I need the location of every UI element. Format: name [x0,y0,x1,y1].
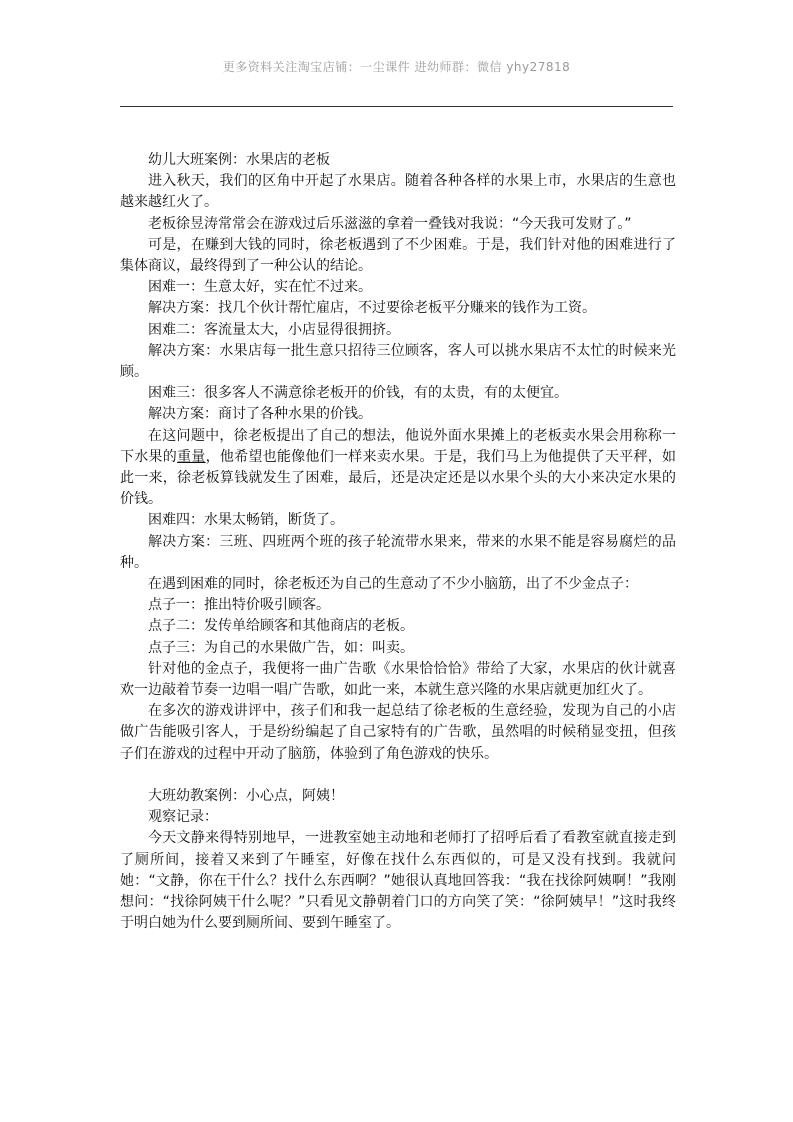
paragraph: 可是，在赚到大钱的同时，徐老板遇到了不少困难。于是，我们针对他的困难进行了集体商议，最终得到了一种公认的结论。 [120,236,676,275]
paragraph: 解决方案：找几个伙计帮忙雇店，不过要徐老板平分赚来的钱作为工资。 [148,300,596,317]
paragraph: 困难三：很多客人不满意徐老板开的价钱，有的太贵，有的太便宜。 [148,385,568,402]
underlined-word: 重量 [177,448,206,465]
paragraph: 老板徐昱涛常常会在游戏过后乐滋滋的拿着一叠钱对我说：“今天我可发财了。” [148,215,632,232]
section-gap [120,765,676,786]
case1-title: 幼儿大班案例：水果店的老板 [148,152,330,168]
paragraph: 困难一：生意太好，实在忙不过来。 [148,279,372,296]
header-divider [120,106,673,107]
text-span: ，他希望也能像他们一样来卖水果。于是，我们马上为他提供了天平秤，如此一来，徐老板算钱就发生了困难，最后，还是决定还是以水果个头的大小来决定水果的价钱。 [120,448,677,508]
paragraph: 针对他的金点子，我便将一曲广告歌《水果恰恰恰》带给了大家，水果店的伙计就喜欢一边敲着节奏一边唱一唱广告歌，如此一来，本就生意兴隆的水果店就更加红火了。 [120,660,676,699]
paragraph: 在多次的游戏讲评中，孩子们和我一起总结了徐老板的生意经验，发现为自己的小店做广告能吸引客人，于是纷纷编起了自己家特有的广告歌，虽然唱的时候稍显变扭，但孩子们在游戏的过程中开动了脑筋，体验到了角色游戏的快乐。 [120,703,676,762]
paragraph: 在遇到困难的同时，徐老板还为自己的生意动了不少小脑筋，出了不少金点子： [148,576,638,593]
paragraph: 点子一：推出特价吸引顾客。 [148,597,330,614]
paragraph: 进入秋天，我们的区角中开起了水果店。随着各种各样的水果上市，水果店的生意也越来越红火了。 [120,173,676,211]
paragraph: 今天文静来得特别地早，一进教室她主动地和老师打了招呼后看了看教室就直接走到了厕所间，接着又来到了午睡室，好像在找什么东西似的，可是又没有找到。我就问她：“文静，你在干什么？找什么东西啊？”她很认真地回答我：“我在找徐阿姨啊！”我刚想问：“找徐阿姨干什么呢？”只看见文静朝着门口的方向笑了笑：“徐阿姨早！”这时我终于明白她为什么要到厕所间、要到午睡室了。 [120,830,676,932]
paragraph: 点子二：发传单给顾客和其他商店的老板。 [148,618,414,635]
paragraph-weight [120,426,676,511]
paragraph: 困难四：水果太畅销，断货了。 [148,512,344,529]
case2-title: 大班幼教案例：小心点，阿姨！ [148,787,344,804]
paragraph: 解决方案：三班、四班两个班的孩子轮流带水果来，带来的水果不能是容易腐烂的品种。 [120,533,676,571]
document-body [120,150,676,934]
paragraph: 解决方案：商讨了各种水果的价钱。 [148,406,372,423]
paragraph: 困难二：客流量太大，小店显得很拥挤。 [148,321,400,338]
paragraph: 点子三：为自己的水果做广告，如：叫卖。 [148,639,414,656]
paragraph: 解决方案：水果店每一批生意只招待三位顾客，客人可以挑水果店不太忙的时候来光顾。 [120,342,676,381]
page-header: 更多资料关注淘宝店铺：一尘课件 进幼师群：微信 yhy27818 [222,60,571,74]
text-span: 在这问题中，徐老板提出了自己的想法，他说外面水果摊上的老板卖水果会用称称一下水果的 [120,427,676,465]
case2-subtitle: 观察记录： [148,809,218,826]
